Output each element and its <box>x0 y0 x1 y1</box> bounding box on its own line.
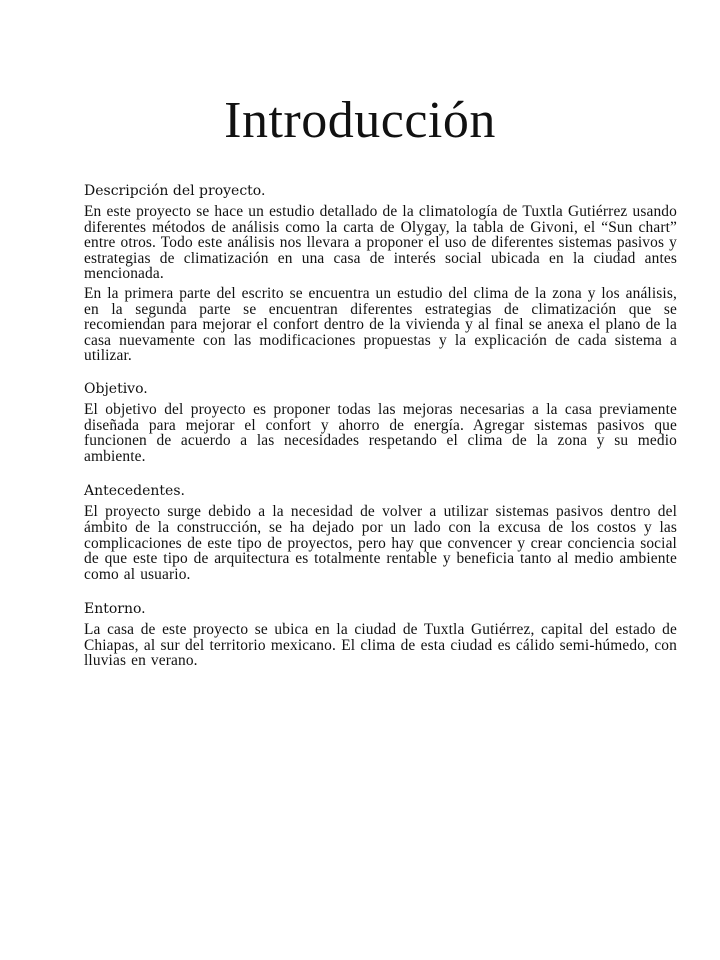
page-title: Introducción <box>224 92 496 149</box>
paragraph: El proyecto surge debido a la necesidad de volver a utilizar sistemas pasivos dentro del ámbito de la construcción, se ha dejado por un lado con la excusa de los costos y las complicaciones de este tipo de proyectos, pero hay que convencer y crear conciencia social de que este tipo de arquitectura es totalmente rentable y beneficia tanto al medio ambiente como al usuario. <box>84 503 677 583</box>
section-descripcion <box>84 182 677 364</box>
section-heading: Descripción del proyecto. <box>84 183 266 199</box>
paragraph: El objetivo del proyecto es proponer todas las mejoras necesarias a la casa previamente diseñada para mejorar el confort y ahorro de energía. Agregar sistemas pasivos que funcionen de acuerdo a las necesidades respetando el clima de la zona y su medio ambiente. <box>84 400 677 465</box>
section-heading: Objetivo. <box>84 380 148 397</box>
paragraph: En este proyecto se hace un estudio detallado de la climatología de Tuxtla Gutiérrez usando diferentes métodos de análisis como la carta de Olygay, la tabla de Givoni, el “Sun chart” entre otros. Todo este análisis nos llevara a proponer el uso de diferentes sistemas pasivos y estrategias de climatización en una casa de interés social ubicada en la ciudad antes mencionada. <box>84 203 677 283</box>
document-body <box>84 182 677 669</box>
paragraph: La casa de este proyecto se ubica en la ciudad de Tuxtla Gutiérrez, capital del estado de Chiapas, al sur del territorio mexicano. El clima de esta ciudad es cálido semi-húmedo, con lluvias en verano. <box>84 621 677 670</box>
section-objetivo <box>84 380 677 464</box>
section-entorno <box>84 600 677 669</box>
paragraph: En la primera parte del escrito se encuentra un estudio del clima de la zona y los análisis, en la segunda parte se encuentran diferentes estrategias de climatización que se recomiendan para mejorar el confort dentro de la vivienda y al final se anexa el plano de la casa nuevamente con las modificaciones propuestas y la explicación de cada sistema a utilizar. <box>84 284 677 365</box>
section-heading: Entorno. <box>84 601 146 618</box>
section-heading: Antecedentes. <box>84 483 185 500</box>
section-antecedentes <box>84 482 677 582</box>
